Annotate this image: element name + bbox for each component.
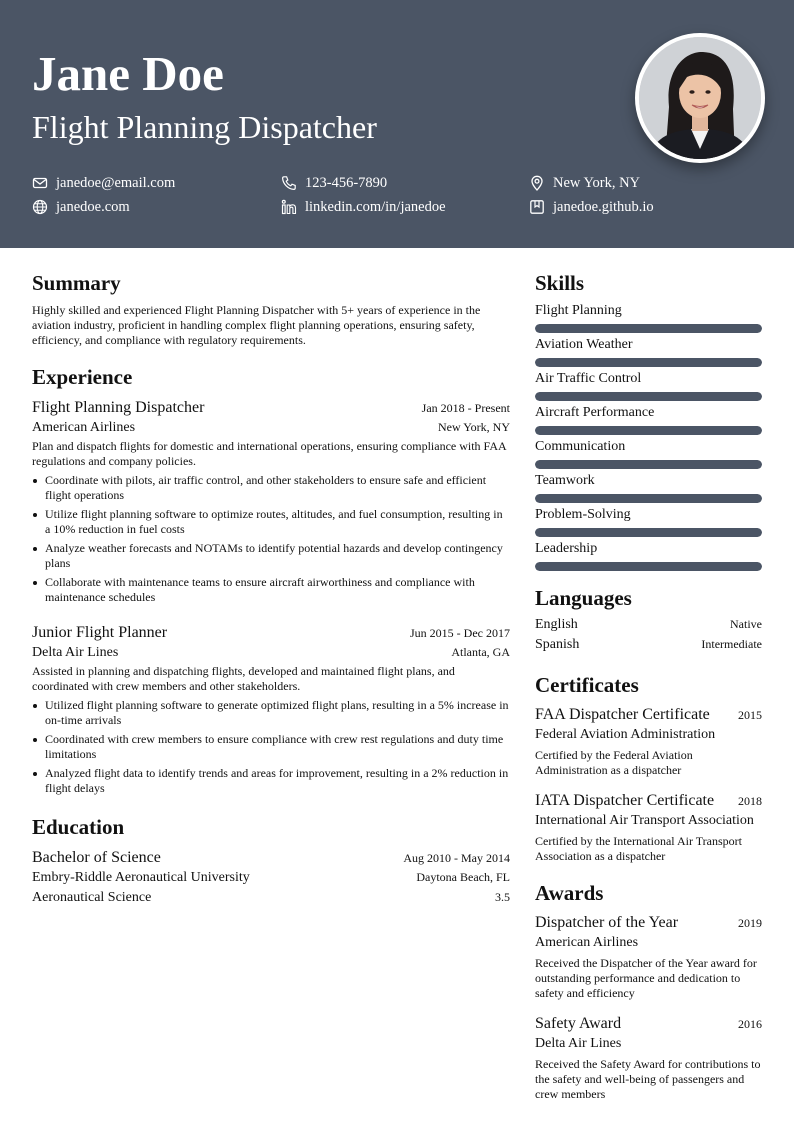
contact-linkedin[interactable] (281, 196, 446, 218)
school: Embry-Riddle Aeronautical University (32, 870, 250, 885)
candidate-title: Flight Planning Dispatcher (32, 109, 377, 145)
contact-email-text: janedoe@email.com (56, 175, 176, 191)
skill-name: Teamwork (535, 473, 595, 488)
skill-item (535, 404, 762, 435)
job-company: American Airlines (32, 420, 136, 435)
languages-list (535, 615, 762, 655)
summary-section (32, 270, 510, 348)
language-level: Intermediate (701, 637, 762, 651)
degree: Bachelor of Science (32, 849, 161, 866)
job-description: Plan and dispatch flights for domestic and international operations, ensuring compliance with FAA regulations and company policies. (32, 439, 507, 468)
education-entry (32, 847, 510, 908)
certificate-issuer: International Air Transport Association (535, 813, 754, 828)
contact-website[interactable] (32, 196, 130, 218)
job-description: Assisted in planning and dispatching flights, developed and maintained flight plans, and coordinated with crew members and other stakeholders. (32, 664, 455, 693)
skill-name: Leadership (535, 541, 598, 556)
envelope-icon (32, 175, 48, 191)
major: Aeronautical Science (32, 890, 152, 905)
certificate-name: IATA Dispatcher Certificate (535, 792, 715, 809)
awards-heading: Awards (535, 881, 604, 905)
map-pin-icon (529, 175, 545, 191)
award-entry (535, 1013, 762, 1102)
skill-level-fill (535, 426, 762, 435)
language-level: Native (730, 617, 762, 631)
contact-linkedin-text: linkedin.com/in/janedoe (305, 199, 446, 215)
contact-phone-text: 123-456-7890 (305, 175, 388, 191)
skill-name: Aviation Weather (535, 337, 633, 352)
skill-level-bar (535, 460, 762, 469)
profile-photo (635, 33, 765, 163)
skill-level-bar (535, 426, 762, 435)
sidebar-column (535, 270, 762, 1102)
job-location: Atlanta, GA (451, 645, 510, 659)
contact-phone[interactable] (281, 172, 387, 194)
gpa: 3.5 (495, 890, 510, 904)
school-location: Daytona Beach, FL (416, 870, 510, 884)
skill-level-fill (535, 460, 762, 469)
skills-heading: Skills (535, 271, 585, 295)
certificate-description: Certified by the Federal Aviation Administration as a dispatcher (535, 748, 693, 777)
job-bullets (32, 473, 510, 605)
skill-name: Communication (535, 439, 626, 454)
linkedin-icon (281, 199, 297, 215)
job-location: New York, NY (437, 420, 510, 434)
award-organization: American Airlines (535, 935, 639, 950)
main-column (32, 270, 510, 908)
certificate-name: FAA Dispatcher Certificate (535, 706, 710, 723)
certificates-section (535, 672, 762, 864)
job-title: Junior Flight Planner (32, 624, 168, 641)
job-title: Flight Planning Dispatcher (32, 399, 205, 416)
award-entry (535, 912, 762, 1001)
portfolio-icon (529, 199, 545, 215)
skill-level-bar (535, 562, 762, 571)
phone-icon (281, 175, 297, 191)
award-name: Dispatcher of the Year (535, 914, 679, 931)
skills-list (535, 302, 762, 571)
experience-heading: Experience (32, 365, 133, 389)
skill-level-bar (535, 324, 762, 333)
language-name: Spanish (535, 637, 580, 652)
skills-section (535, 270, 762, 571)
list-item: Collaborate with maintenance teams to ensure aircraft airworthiness and compliance with maintenance schedules (32, 575, 510, 605)
contact-email[interactable] (32, 172, 175, 194)
skill-level-bar (535, 358, 762, 367)
education-heading: Education (32, 815, 125, 839)
experience-section (32, 364, 510, 796)
skill-level-bar (535, 528, 762, 537)
skill-level-fill (535, 392, 762, 401)
award-year: 2016 (738, 1017, 762, 1031)
skill-item (535, 540, 762, 571)
contact-website-text: janedoe.com (56, 199, 130, 215)
skill-name: Air Traffic Control (535, 371, 642, 386)
language-item (535, 635, 762, 655)
list-item: Utilized flight planning software to generate optimized flight plans, resulting in a 5% increase in on-time arrivals (32, 698, 510, 728)
skill-item (535, 472, 762, 503)
contact-location (529, 172, 640, 194)
skill-name: Aircraft Performance (535, 405, 655, 420)
experience-entry (32, 622, 510, 796)
skill-item (535, 336, 762, 367)
certificate-year: 2015 (738, 708, 762, 722)
skill-level-bar (535, 392, 762, 401)
profile-photo-illustration (639, 37, 761, 159)
contact-location-text: New York, NY (553, 175, 641, 191)
list-item: Analyzed flight data to identify trends and areas for improvement, resulting in a 2% reduction in flight delays (32, 766, 510, 796)
language-name: English (535, 617, 578, 632)
languages-section (535, 585, 762, 655)
skill-level-bar (535, 494, 762, 503)
award-organization: Delta Air Lines (535, 1036, 622, 1051)
skill-level-fill (535, 324, 762, 333)
award-description: Received the Safety Award for contributions to the safety and well-being of passengers and crew members (535, 1057, 761, 1101)
skill-item (535, 438, 762, 469)
experience-entry (32, 397, 510, 605)
job-bullets (32, 698, 510, 796)
job-dates: Jun 2015 - Dec 2017 (410, 626, 510, 640)
contact-portfolio[interactable] (529, 196, 654, 218)
skill-level-fill (535, 494, 762, 503)
job-company: Delta Air Lines (32, 645, 119, 660)
skill-name: Problem-Solving (535, 507, 631, 522)
globe-icon (32, 199, 48, 215)
skill-level-fill (535, 528, 762, 537)
list-item: Analyze weather forecasts and NOTAMs to identify potential hazards and develop contingency plans (32, 541, 510, 571)
candidate-name: Jane Doe (32, 46, 224, 101)
job-dates: Jan 2018 - Present (421, 401, 510, 415)
certificate-issuer: Federal Aviation Administration (535, 727, 716, 742)
list-item: Coordinated with crew members to ensure compliance with crew rest regulations and duty time limitations (32, 732, 510, 762)
summary-heading: Summary (32, 271, 121, 295)
skill-name: Flight Planning (535, 303, 622, 318)
languages-heading: Languages (535, 586, 632, 610)
education-section (32, 814, 510, 908)
skill-level-fill (535, 358, 762, 367)
list-item: Utilize flight planning software to optimize routes, altitudes, and fuel consumption, resulting in a 10% reduction in fuel costs (32, 507, 510, 537)
certificate-entry (535, 790, 762, 864)
certificates-heading: Certificates (535, 673, 639, 697)
awards-section (535, 880, 762, 1102)
award-description: Received the Dispatcher of the Year award for outstanding performance and dedication to safety and efficiency (535, 956, 757, 1000)
certificate-entry (535, 704, 762, 778)
resume-header (0, 0, 794, 248)
certificate-year: 2018 (738, 794, 762, 808)
skill-item (535, 370, 762, 401)
award-year: 2019 (738, 916, 762, 930)
skill-item (535, 506, 762, 537)
list-item: Coordinate with pilots, air traffic control, and other stakeholders to ensure safe and efficient flight operations (32, 473, 510, 503)
certificate-description: Certified by the International Air Transport Association as a dispatcher (535, 834, 742, 863)
award-name: Safety Award (535, 1015, 622, 1032)
language-item (535, 615, 762, 635)
education-dates: Aug 2010 - May 2014 (403, 851, 510, 865)
skill-item (535, 302, 762, 333)
summary-text: Highly skilled and experienced Flight Planning Dispatcher with 5+ years of experience in the aviation industry, proficient in handling complex flight planning operations, ensuring safety, efficiency, and compliance with regulatory requirements. (32, 303, 481, 347)
contact-portfolio-text: janedoe.github.io (553, 199, 654, 215)
skill-level-fill (535, 562, 762, 571)
